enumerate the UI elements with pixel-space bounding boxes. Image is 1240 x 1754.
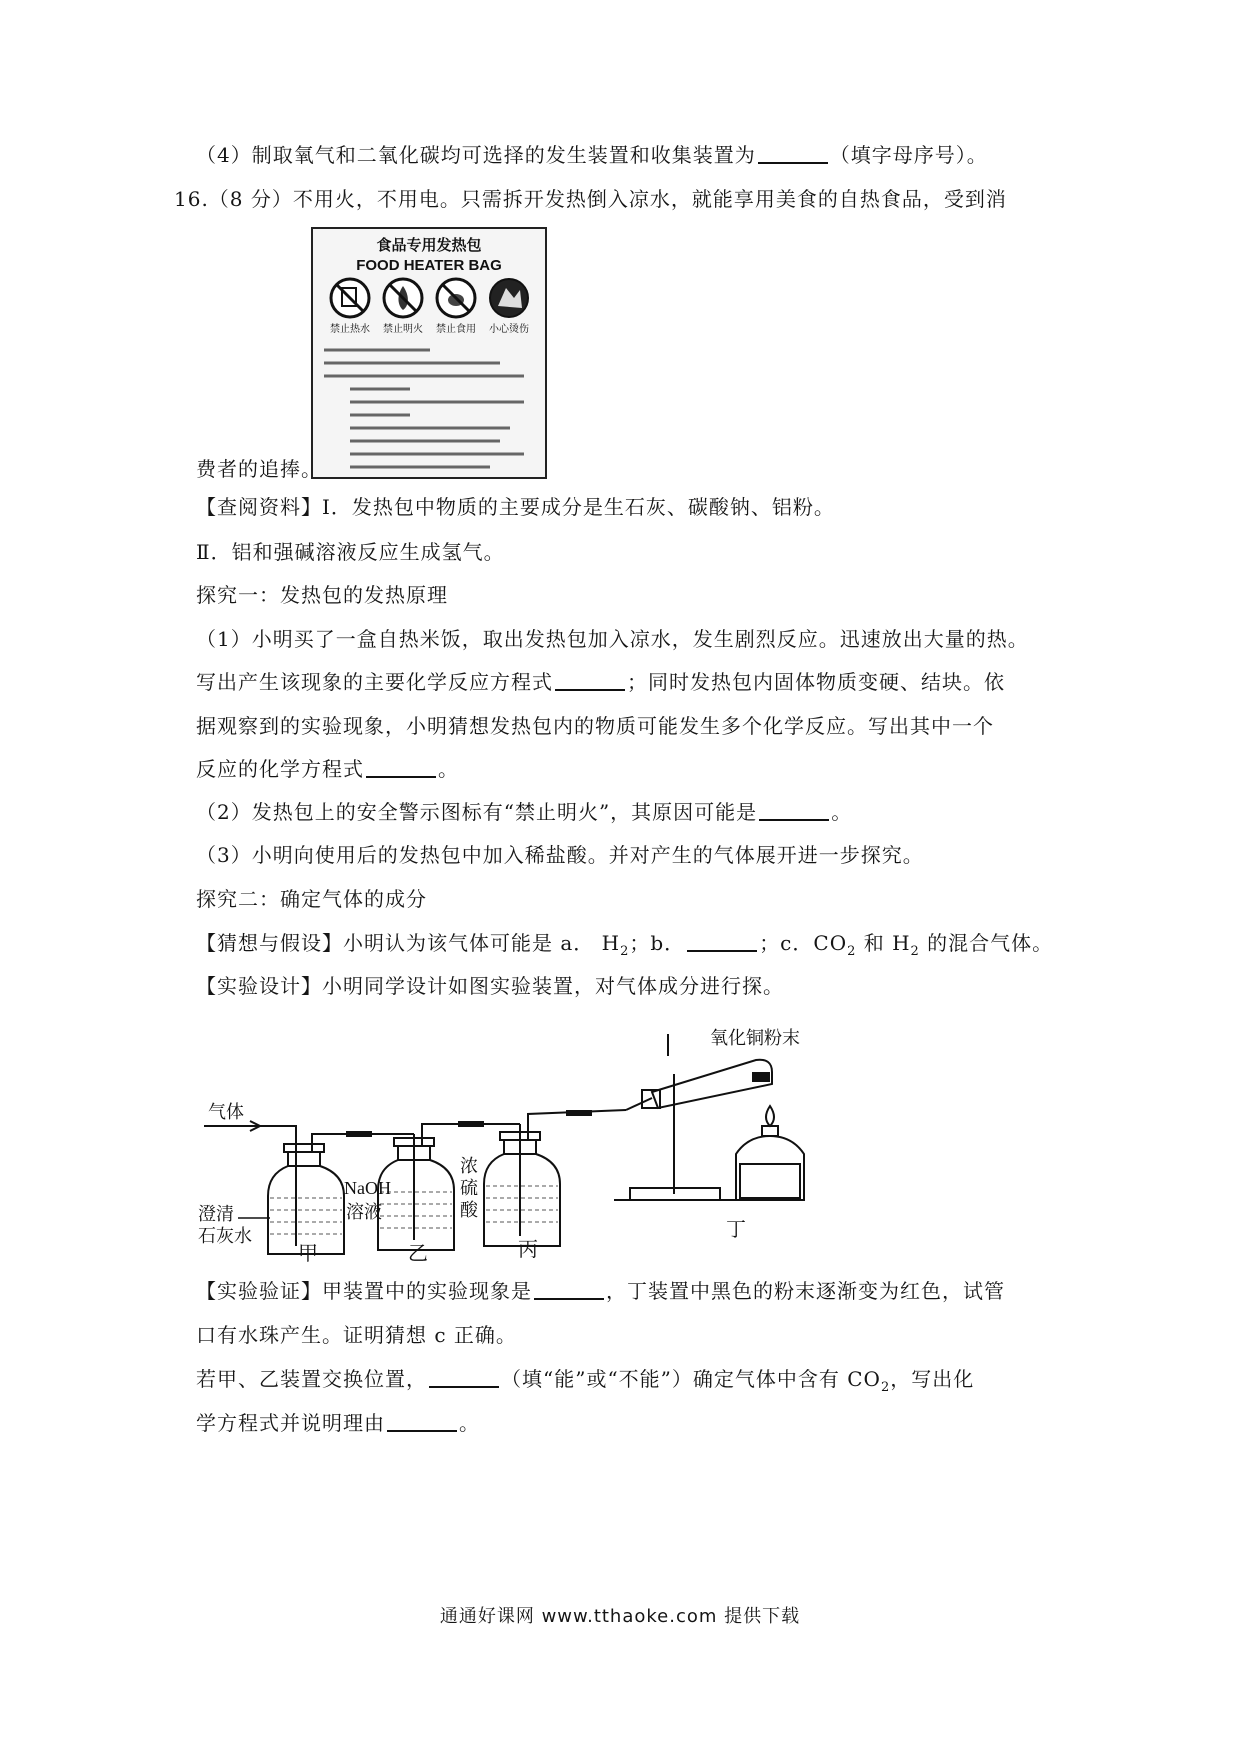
- answer-blank[interactable]: [387, 1410, 457, 1432]
- icon-label: 禁止明火: [383, 324, 423, 335]
- limewater-label-1: 澄清: [198, 1204, 234, 1225]
- q15-part4: （4）制取氧气和二氧化碳均可选择的发生装置和收集装置为 （填字母序号）。: [196, 143, 988, 167]
- naoh-label: NaOH: [344, 1178, 391, 1198]
- footer-source: 通通好课网 www.tthaoke.com 提供下载: [439, 1606, 801, 1627]
- explore1-p1-line1: （1）小明买了一盒自热米饭，取出发热包加入凉水，发生剧烈反应。迅速放出大量的热。: [196, 627, 1029, 651]
- label-yi: 乙: [408, 1241, 428, 1264]
- icon-label: 禁止食用: [436, 324, 476, 335]
- reference-item2: Ⅱ．铝和强碱溶液反应生成氢气。: [196, 540, 505, 564]
- reference-item1: 【查阅资料】Ⅰ．发热包中物质的主要成分是生石灰、碳酸钠、铝粉。: [196, 495, 835, 519]
- no-hot-water-icon: [331, 279, 369, 317]
- design-line: 【实验设计】小明同学设计如图实验装置，对气体成分进行探。: [196, 974, 784, 998]
- answer-blank[interactable]: [534, 1278, 604, 1300]
- answer-blank[interactable]: [555, 669, 625, 691]
- explore1-title: 探究一：发热包的发热原理: [196, 583, 448, 607]
- verify-line2: 口有水珠产生。证明猜想 c 正确。: [196, 1323, 517, 1347]
- answer-blank[interactable]: [758, 142, 828, 164]
- verify-line1: 【实验验证】甲装置中的实验现象是 ，丁装置中黑色的粉末逐渐变为红色，试管: [196, 1279, 1005, 1303]
- icon-label: 禁止热水: [330, 324, 370, 335]
- gas-in-label: 气体: [208, 1102, 244, 1123]
- hypothesis-line: 【猜想与假设】小明认为该气体可能是 a． $H_2$；b． ；c．$CO_2$ 和 $H_2$ 的混合气体。: [196, 931, 1054, 959]
- acid-label-1: 浓: [460, 1156, 478, 1177]
- label-bing: 丙: [518, 1237, 538, 1261]
- apparatus-figure: [196, 1014, 956, 1264]
- answer-blank[interactable]: [759, 799, 829, 821]
- verify-line4: 学方程式并说明理由 。: [196, 1411, 480, 1435]
- no-open-flame-icon: [384, 279, 422, 317]
- label-jia: 甲: [298, 1241, 318, 1264]
- explore1-p1-line3: 据观察到的实验现象，小明猜想发热包内的物质可能发生多个化学反应。写出其中一个: [196, 714, 994, 738]
- heater-bag-title-cn: 食品专用发热包: [376, 236, 482, 254]
- heater-bag-image: [310, 226, 548, 480]
- explore1-p1-line4: 反应的化学方程式 。: [196, 757, 459, 781]
- explore1-p2: （2）发热包上的安全警示图标有“禁止明火”，其原因可能是 。: [196, 800, 853, 824]
- explore1-p1-line2: 写出产生该现象的主要化学反应方程式 ；同时发热包内固体物质变硬、结块。依: [196, 670, 1005, 694]
- explore2-title: 探究二：确定气体的成分: [196, 887, 427, 911]
- answer-blank[interactable]: [366, 756, 436, 778]
- apparatus-drawing: [196, 1014, 956, 1264]
- burn-warning-icon: [490, 279, 528, 317]
- no-eating-icon: [437, 279, 475, 317]
- acid-label-2: 硫: [460, 1178, 478, 1199]
- answer-blank[interactable]: [429, 1366, 499, 1388]
- heater-bag-title-en: FOOD HEATER BAG: [356, 257, 502, 274]
- limewater-label-2: 石灰水: [198, 1226, 252, 1247]
- q16-intro-end: 费者的追捧。: [196, 457, 322, 481]
- acid-label-3: 酸: [460, 1200, 478, 1221]
- answer-blank[interactable]: [687, 930, 757, 952]
- heater-bag-figure: [310, 226, 548, 480]
- verify-line3: 若甲、乙装置交换位置， （填“能”或“不能”）确定气体中含有 $CO_2$，写出化: [196, 1367, 975, 1395]
- naoh-label-2: 溶液: [346, 1202, 382, 1223]
- explore1-p3: （3）小明向使用后的发热包中加入稀盐酸。并对产生的气体展开进一步探究。: [196, 843, 924, 867]
- label-ding: 丁: [726, 1217, 746, 1241]
- cuo-label: 氧化铜粉末: [710, 1028, 800, 1049]
- q16-intro: 16.（8 分）不用火，不用电。只需拆开发热倒入凉水，就能享用美食的自热食品，受到消: [174, 187, 1007, 211]
- icon-label: 小心烫伤: [489, 324, 529, 335]
